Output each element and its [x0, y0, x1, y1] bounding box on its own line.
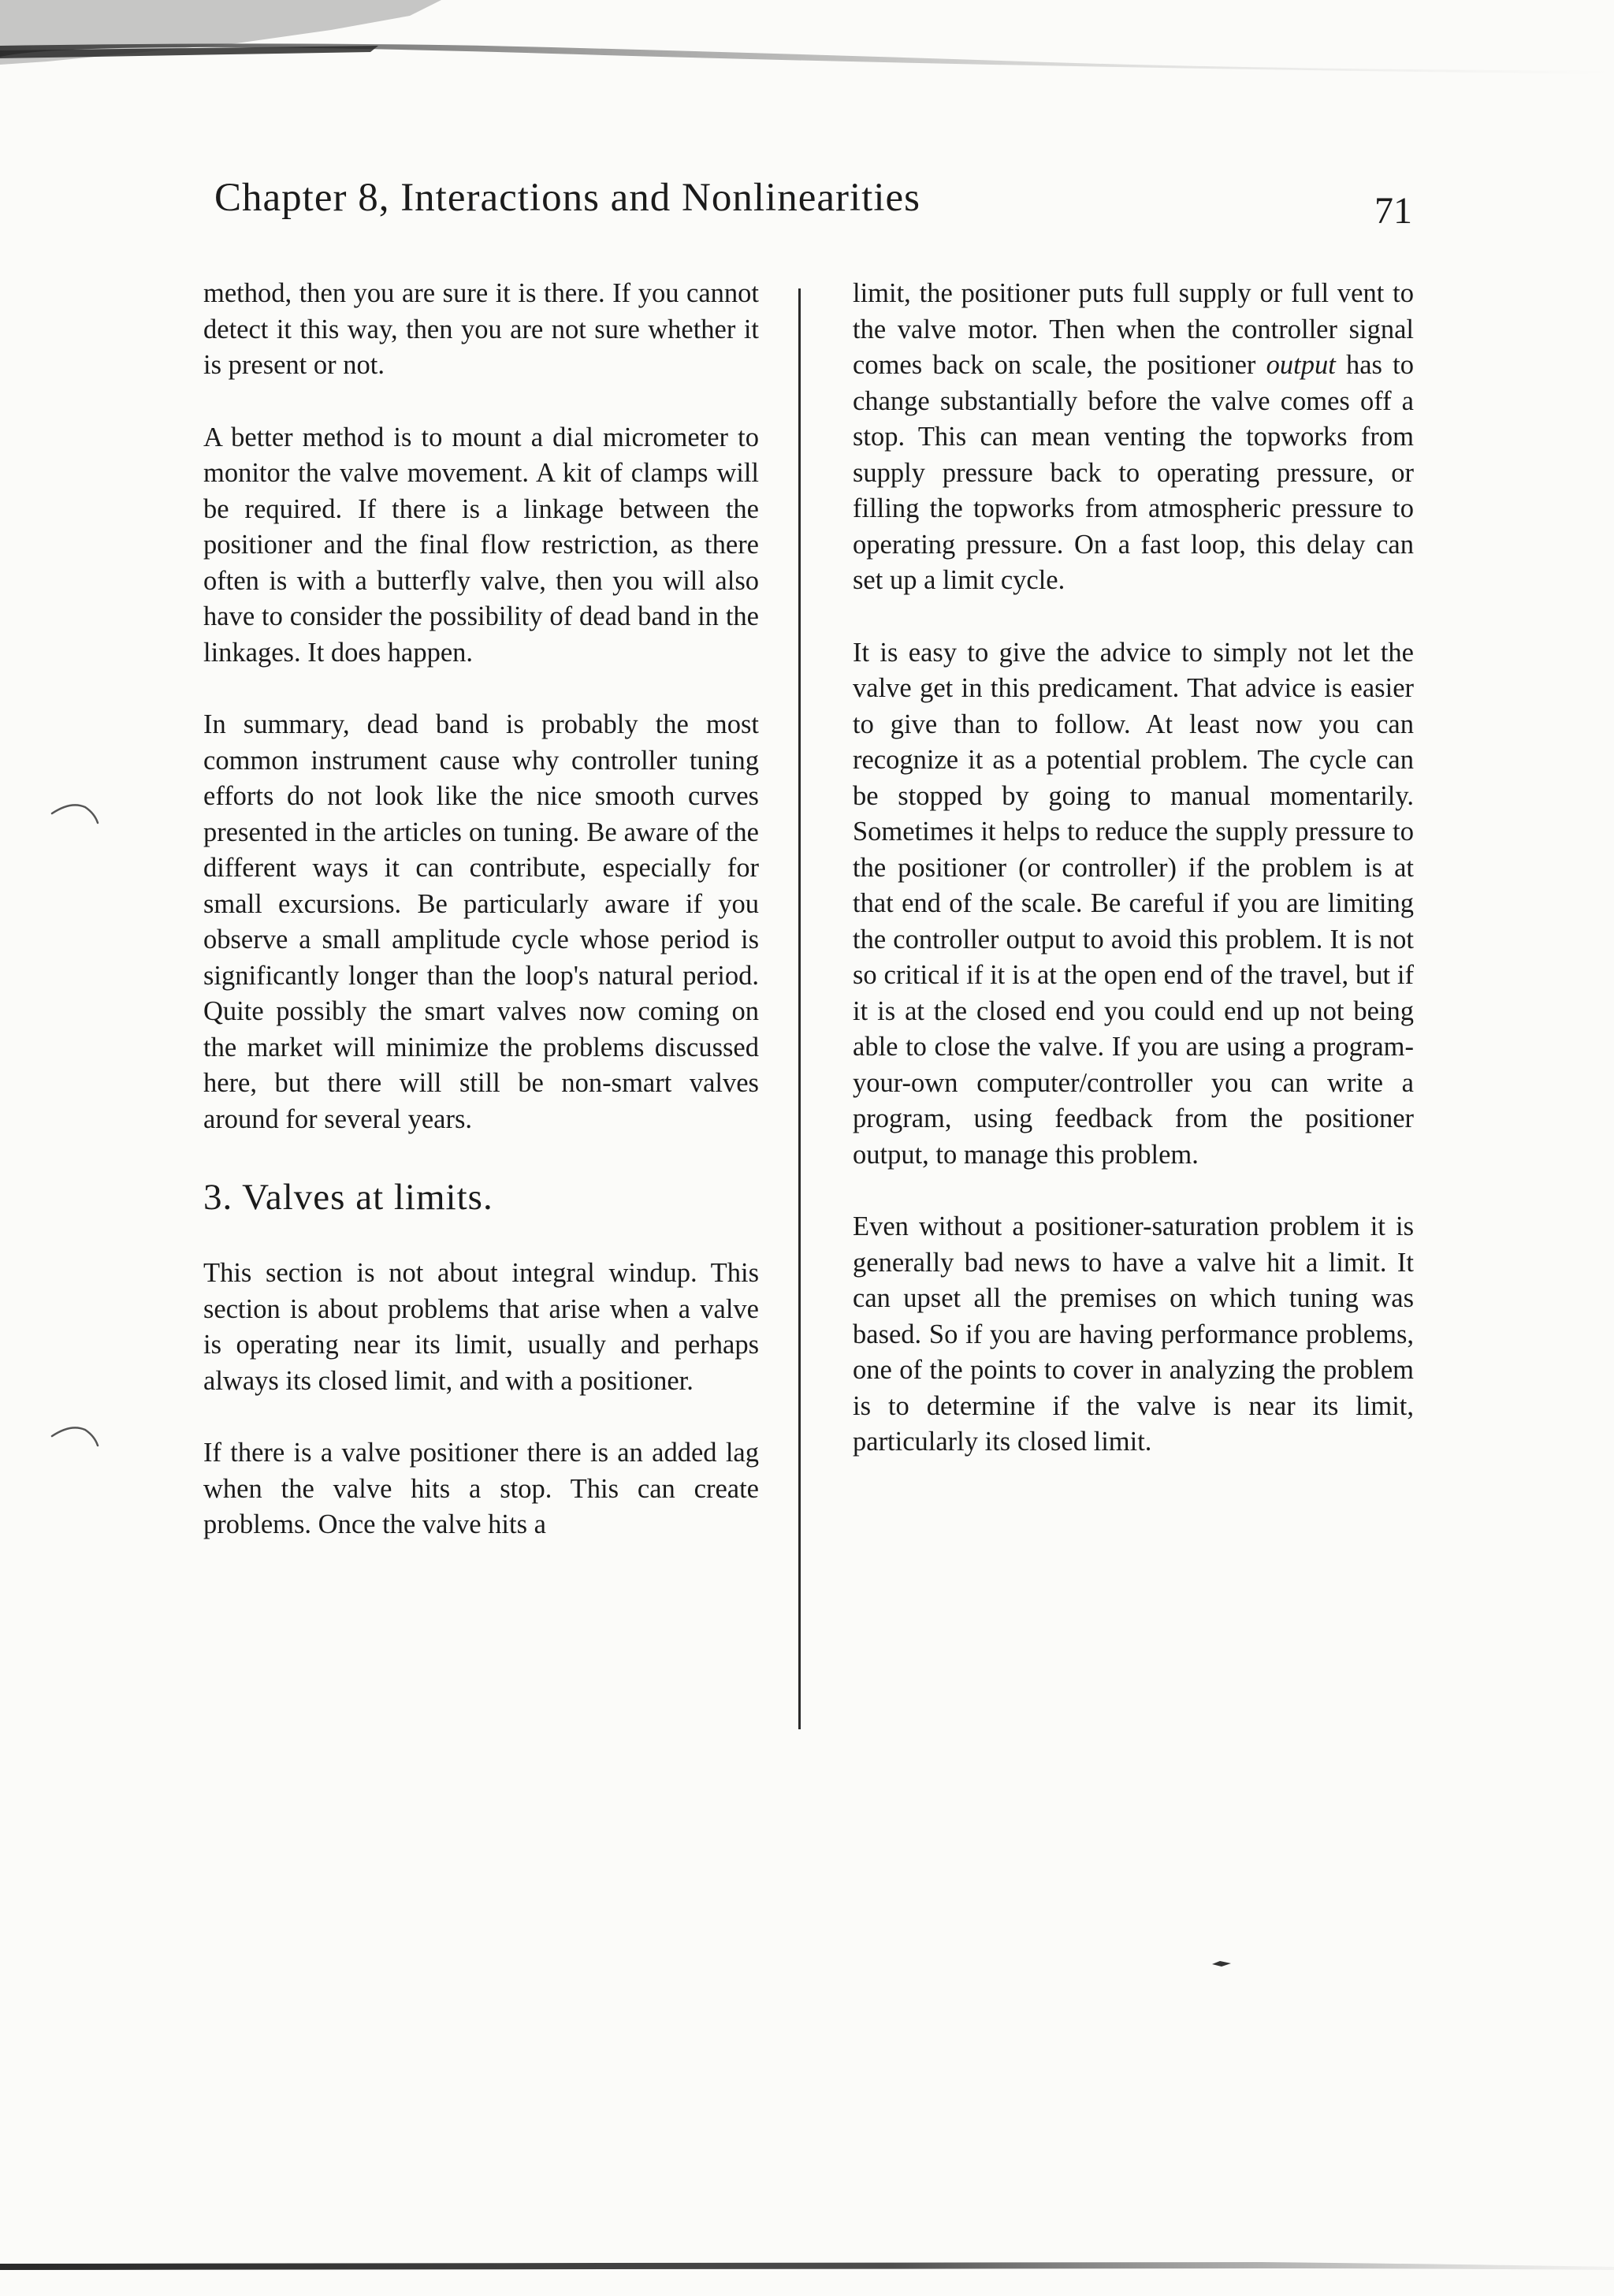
left-paragraph-3: In summary, dead band is probably the most common instrument cause why controller tuning efforts do not look like the nice smooth curves presented in the articles on tuning. Be aware of the different ways it can contribute, especially for small excursions. Be particularly aware if you observe a small amplitude cycle whose period is significantly longer than the loop's natural period. Quite possibly the smart valves now coming on the market will minimize the problems discussed here, but there will still be non-smart valves around for several years.	[203, 709, 759, 1134]
margin-mark	[49, 1420, 104, 1452]
right-paragraph-1	[853, 276, 1414, 599]
scan-speck	[1210, 1958, 1233, 1969]
right-paragraph-2: It is easy to give the advice to simply not let the valve get in this predicament. That advice is easier to give than to follow. At least now you can recognize it as a potential problem. The cycle can be stopped by going to manual momentarily. Sometimes it helps to reduce the supply pressure to the positioner (or controller) if the problem is at that end of the scale. Be careful if you are limiting the controller output to avoid this problem. It is not so critical if it is at the open end of the travel, but if it is at the closed end you could end up not being able to close the valve. If you are using a program-your-own computer/controller you can write a program, using feedback from the positioner output, to manage this problem.	[853, 637, 1414, 1170]
left-paragraph-2: A better method is to mount a dial micrometer to monitor the valve movement. A kit of clamps will be required. If there is a linkage between the positioner and the final flow restriction, as there often is with a butterfly valve, then you will also have to consider the possibility of dead band in the linkages. It does happen.	[203, 422, 759, 668]
left-column	[203, 276, 759, 1580]
chapter-title: Chapter 8, Interactions and Nonlinearities	[214, 176, 920, 220]
emphasis-output: output	[1266, 350, 1336, 380]
section-heading: 3. Valves at limits.	[203, 1177, 493, 1218]
scan-artifact-bottom	[0, 2254, 1614, 2286]
left-paragraph-5: If there is a valve positioner there is an added lag when the valve hits a stop. This can create problems. Once the valve hits a	[203, 1438, 759, 1539]
margin-mark	[49, 798, 104, 829]
page-header	[214, 175, 1412, 238]
column-divider	[798, 288, 801, 1729]
page-number: 71	[1374, 190, 1412, 232]
right-paragraph-1-text-b: has to change substantially before the valve comes off a stop. This can mean venting the topworks from supply pressure back to operating pressure, or filling the topworks from atmospheric pressure to operating pressure. On a fast loop, this delay can set up a limit cycle.	[853, 350, 1415, 595]
right-paragraph-1-text-a: limit, the positioner puts full supply or full vent to the valve motor. Then when the controller signal comes back on scale, the positioner	[853, 278, 1414, 380]
left-paragraph-1: method, then you are sure it is there. If you cannot detect it this way, then you are not sure whether it is present or not.	[203, 278, 759, 380]
scan-artifact-top	[0, 0, 1614, 87]
left-paragraph-4: This section is not about integral windup. This section is about problems that arise when a valve is operating near its limit, usually and perhaps always its closed limit, and with a positioner.	[203, 1258, 759, 1396]
right-column	[853, 276, 1414, 1497]
right-paragraph-3: Even without a positioner-saturation problem it is generally bad news to have a valve hit a limit. It can upset all the premises on which tuning was based. So if you are having performance problems, one of the points to cover in analyzing the problem is to determine if the valve is near its limit, particularly its closed limit.	[853, 1211, 1414, 1457]
